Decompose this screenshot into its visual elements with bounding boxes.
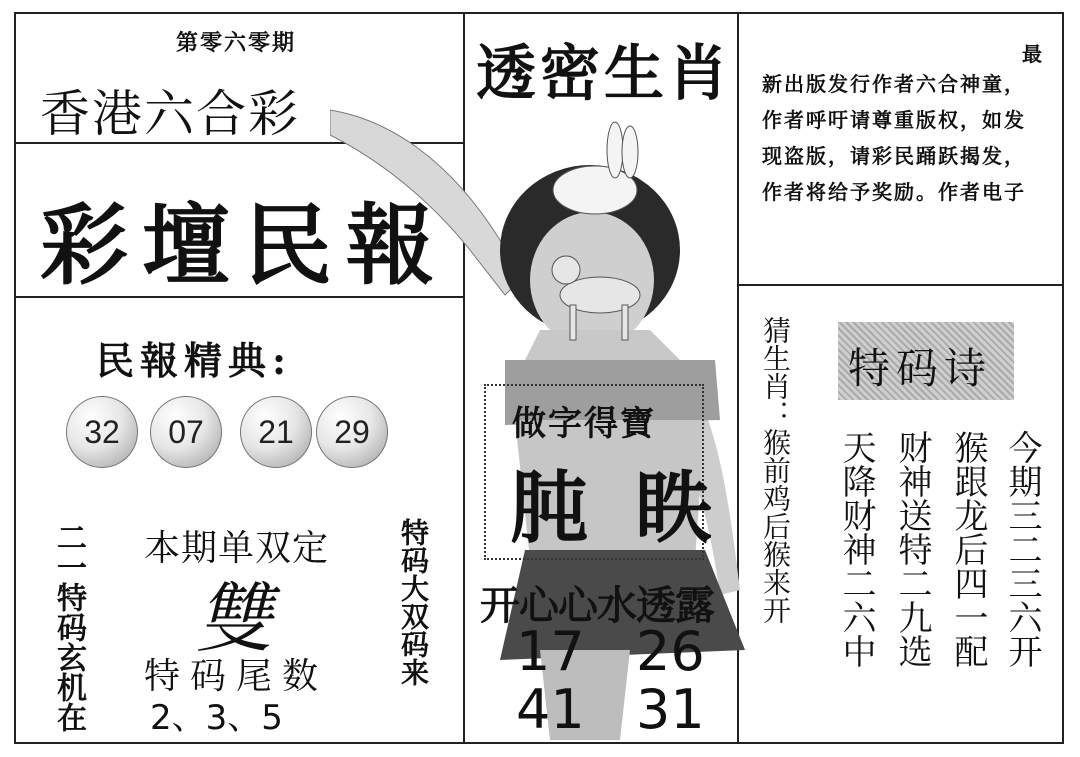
special-code-vertical-text: 特码大双码来 <box>397 518 430 686</box>
poem-title: 特码诗 <box>848 344 993 393</box>
tip-subtitle: 开心心水透露 <box>480 583 714 629</box>
classic-label: 民報精典: <box>96 338 293 383</box>
poem-column: 天降财神二六中 <box>836 430 876 668</box>
newspaper-title: 彩壇民報 <box>40 193 449 297</box>
double-character: 雙 <box>196 574 272 663</box>
notice-first-char: 最 <box>1022 42 1042 66</box>
publisher-name: 香港六合彩 <box>40 85 300 143</box>
number-ball: 07 <box>150 396 222 468</box>
divider-right-mid <box>737 284 1062 286</box>
tail-number-label: 特码尾数 <box>144 656 329 697</box>
hint-box-label: 做字得寶 <box>512 404 656 444</box>
number-ball: 32 <box>66 396 138 468</box>
hint-characters: 肫 眣 <box>510 463 724 554</box>
issue-number: 第零六零期 <box>176 30 297 56</box>
guess-zodiac-vertical: 猜生肖：猴前鸡后猴来开 <box>759 316 792 624</box>
tail-numbers: 2、3、5 <box>150 698 283 738</box>
rabbit-icon <box>553 122 638 214</box>
tip-number: 31 <box>636 678 705 741</box>
poem-column: 猴跟龙后四一配 <box>948 430 988 668</box>
poem-column: 今期三二三六开 <box>1002 430 1042 668</box>
tip-number: 41 <box>516 678 585 741</box>
zodiac-title: 透密生肖 <box>476 39 732 109</box>
number-ball: 29 <box>316 396 388 468</box>
tip-number: 26 <box>636 620 705 683</box>
single-double-line: 本期单双定 <box>144 528 330 569</box>
mystery-vertical-text: 二一特码玄机在 <box>51 522 86 732</box>
poem-column: 财神送特二九选 <box>892 430 932 668</box>
number-ball: 21 <box>240 396 312 468</box>
tip-number: 17 <box>516 620 585 683</box>
copyright-notice: 新出版发行作者六合神童，作者呼吁请尊重版权，如发现盗版，请彩民踊跃揭发，作者将给予奖励。作者电子 <box>762 72 1026 204</box>
